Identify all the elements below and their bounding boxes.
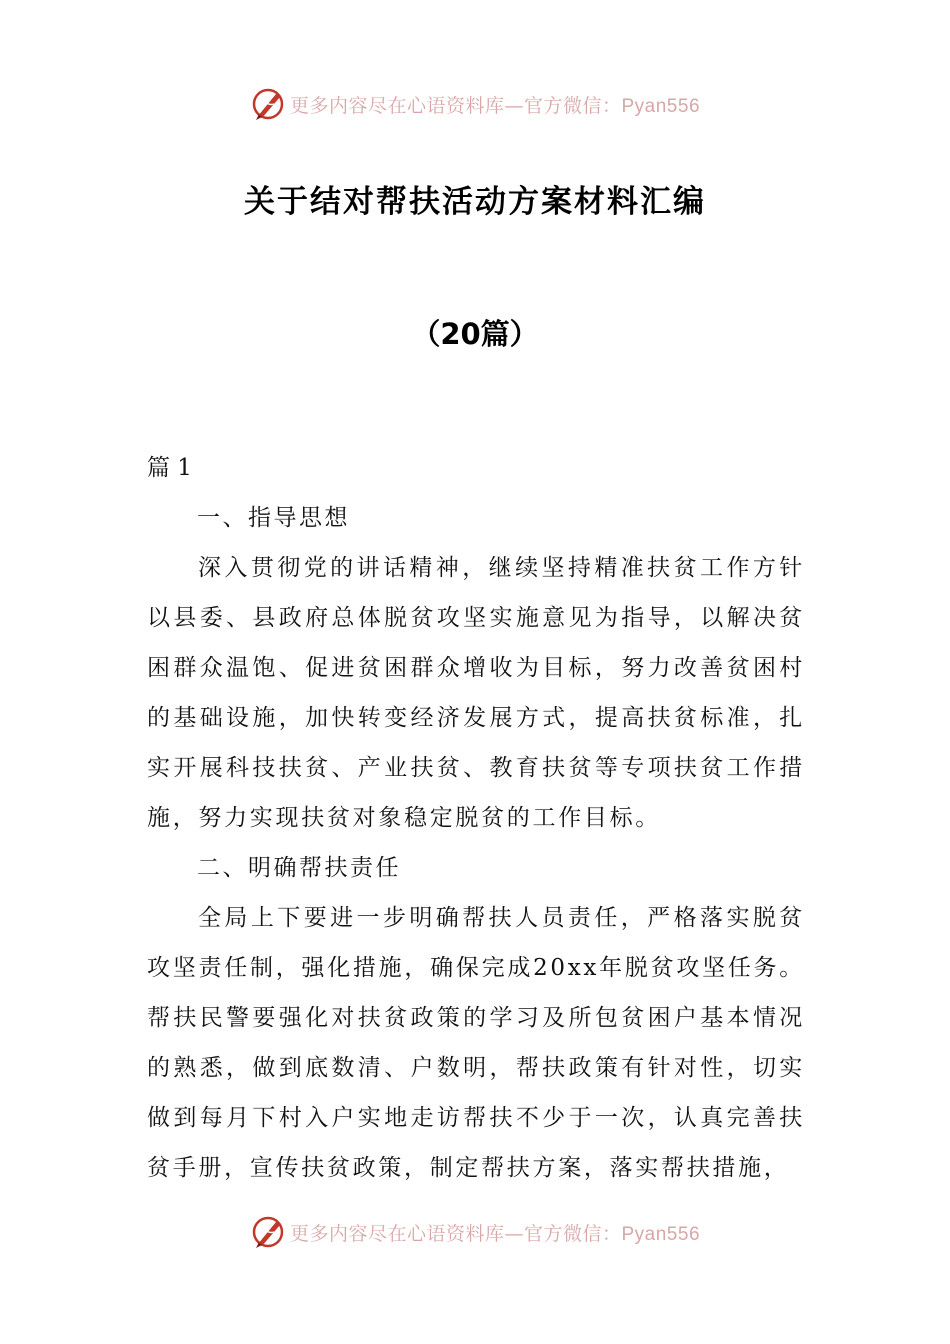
header-watermark [0,84,950,124]
pen-logo-icon [250,1214,286,1250]
section-heading-guiding-ideology: 一、指导思想 [197,505,350,531]
watermark-text: 更多内容尽在心语资料库—官方微信：Pyan556 [289,1222,701,1245]
chapter-label: 篇 1 [147,455,192,481]
pen-logo-icon [250,86,286,122]
section-paragraph-assistance-responsibility: 全局上下要进一步明确帮扶人员责任，严格落实脱贫攻坚责任制，强化措施，确保完成20xx年脱贫攻坚任务。帮扶民警要强化对扶贫政策的学习及所包贫困户基本情况的熟悉，做到底数清、户数明，帮扶政策有针对性，切实做到每月下村入户实地走访帮扶不少于一次，认真完善扶贫手册，宣传扶贫政策，制定帮扶方案，落实帮扶措施， [147,905,805,1181]
watermark-text: 更多内容尽在心语资料库—官方微信：Pyan556 [289,94,701,117]
document-title: 关于结对帮扶活动方案材料汇编 [244,184,706,220]
footer-watermark [0,1212,950,1252]
section-paragraph-guiding-ideology: 深入贯彻党的讲话精神，继续坚持精准扶贫工作方针以县委、县政府总体脱贫攻坚实施意见为指导，以解决贫困群众温饱、促进贫困群众增收为目标，努力改善贫困村的基础设施，加快转变经济发展方式，提高扶贫标准，扎实开展科技扶贫、产业扶贫、教育扶贫等专项扶贫工作措施，努力实现扶贫对象稳定脱贫的工作目标。 [147,555,805,831]
document-subtitle: （20篇） [411,317,539,351]
section-heading-assistance-responsibility: 二、明确帮扶责任 [197,855,401,881]
